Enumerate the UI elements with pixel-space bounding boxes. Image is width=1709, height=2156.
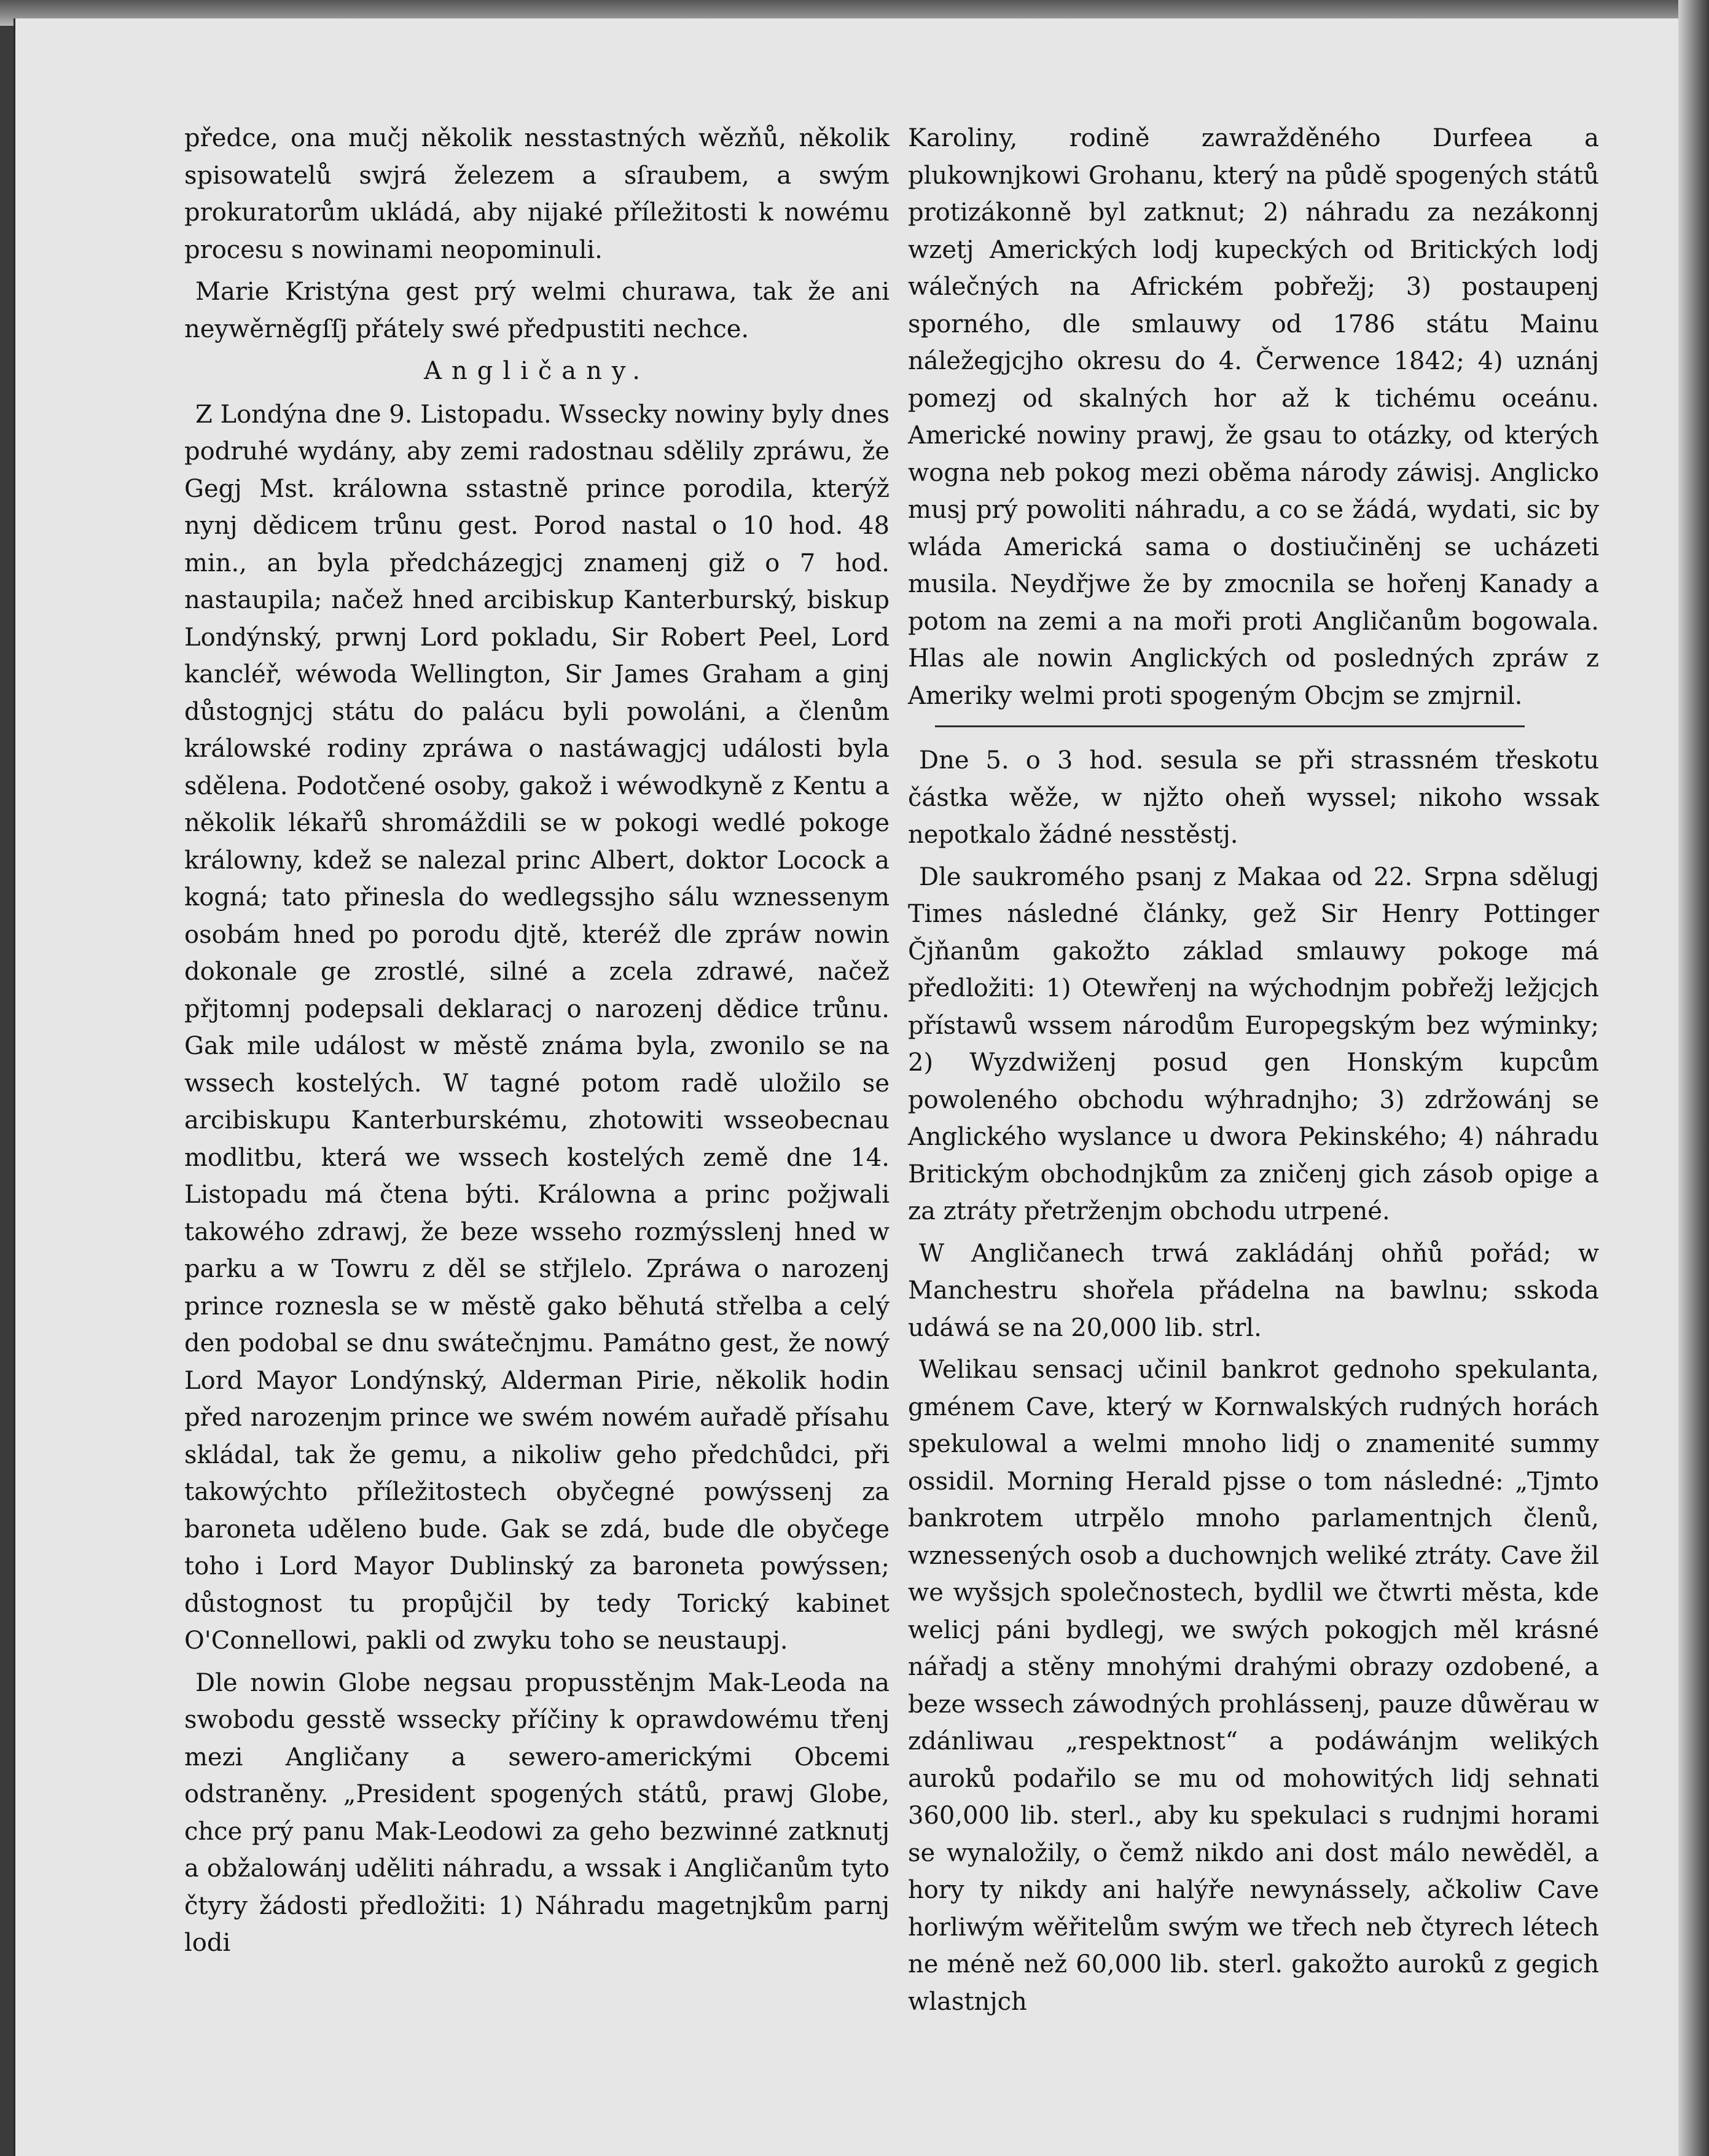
paragraph-fire: Dne 5. o 3 hod. sesula se při strassném třeskotu částka wěže, w njžto oheň wyssel; nikoho wssak nepotkalo žádné nesstěstj. — [908, 746, 1599, 849]
right-column — [908, 120, 1599, 2025]
paragraph-manchester: W Angličanech trwá zakládánj ohňů pořád; w Manchestru shořela přádelna na bawlnu; sskoda udáwá se na 20,000 lib. strl. — [908, 1239, 1599, 1342]
scan-right-edge — [1678, 0, 1709, 2156]
left-column — [184, 120, 890, 1967]
paragraph-maria: Marie Kristýna gest prý welmi churawa, tak že ani neywěrněgſſj přátely swé předpustiti nechce. — [184, 278, 890, 343]
section-divider — [935, 725, 1525, 727]
paragraph-macao: Dle saukromého psanj z Makaa od 22. Srpna sdělugj Times následné články, gež Sir Henry Pottinger Čjňanům gakožto základ smlauwy pokoge má předložiti: 1) Otewřenj na wýchodnjm pobřežj ležjcjch přístawů wssem národům Europegským bez wýminky; 2) Wyzdwiženj posud gen Honským kupcům powoleného obchodu wýhradnjho; 3) zdržowánj se Anglického wyslance u dwora Pekinského; 4) náhradu Britickým obchodnjkům za zničenj gich zásob opige a za ztráty přetrženjm obchodu utrpené. — [908, 862, 1599, 1225]
paragraph-cave: Welikau sensacj učinil bankrot gednoho spekulanta, gménem Cave, který w Kornwalských rudných horách spekulowal a welmi mnoho lidj o znamenité summy ossidil. Morning Herald pjsse o tom následné: „Tjmto bankrotem utrpělo mnoho parlamentnjch členů, wznessených osob a duchownjch weliké ztráty. Cave žil we wyšsjch společnostech, bydlil we čtwrti města, kde welicj páni bydlegj, we swých pokogjch měl krásné nářadj a stěny mnohými drahými obrazy ozdobené, a beze wssech záwodných prohlássenj, pauze důwěrau w zdánliwau „respektnost“ a podáwánjm welikých auroků podařilo se mu od mohowitých lidj sehnati 360,000 lib. sterl., aby ku spekulaci s rudnjmi horami se wynaložily, o čemž nikdo ani dost málo newěděl, a hory ty nikdy ani halýře newynássely, ačkoliw Cave horliwým wěřitelům swým we třech neb čtyrech létech ne méně než 60,000 lib. sterl. gakožto auroků z gegich wlastnjch — [908, 1356, 1599, 2016]
paragraph-globe: Dle nowin Globe negsau propusstěnjm Mak-Leoda na swobodu gesstě wssecky příčiny k oprawdowému třenj mezi Angličany a sewero-americkými Obcemi odstraněny. „President spogených států, prawj Globe, chce prý panu Mak-Leodowi za geho bezwinné zatknutj a obžalowánj uděliti náhradu, a wssak i Angličanům tyto čtyry žádosti předložiti: 1) Náhradu magetnjkům parnj lodi — [184, 1668, 890, 1957]
paragraph-intro: předce, ona mučj několik nesstastných wězňů, několik spisowatelů swjrá železem a sſraubem, a swým prokuratorům ukládá, aby nijaké příležitosti k nowému procesu s nowinami neopominuli. — [184, 124, 890, 264]
paragraph-london: Z Londýna dne 9. Listopadu. Wssecky nowiny byly dnes podruhé wydány, aby zemi radostnau sdělily zpráwu, že Gegj Mst. králowna sstastně prince porodila, kterýž nynj dědicem trůnu gest. Porod nastal o 10 hod. 48 min., an byla předcházegjcj znamenj giž o 7 hod. nastaupila; načež hned arcibiskup Kanterburský, biskup Londýnský, prwnj Lord pokladu, Sir Robert Peel, Lord kancléř, wéwoda Wellington, Sir James Graham a ginj důstognjcj státu do palácu byli powoláni, a členům králowské rodiny zpráwa o nastáwagjcj události byla sdělena. Podotčené osoby, gakož i wéwodkyně z Kentu a několik lékařů shromáždili se w pokogi wedlé pokoge králowny, kdež se nalezal princ Albert, doktor Locock a kogná; tato přinesla do wedlegssjho sálu wznessenym osobám hned po porodu djtě, kteréž dle zpráw nowin dokonale ge zrostlé, silné a zcela zdrawé, načež přjtomnj podepsali deklaracj o narozenj dědice trůnu. Gak mile událost w městě známa byla, zwonilo se na wssech kostelých. W tagné potom radě uložilo se arcibiskupu Kanterburskému, zhotowiti wsseobecnau modlitbu, která we wssech kostelých země dne 14. Listopadu má čtena býti. Králowna a princ požjwali takowého zdrawj, že beze wsseho rozmýsslenj hned w parku a w Towru z děl se střjlelo. Zpráwa o narozenj prince roznesla se w městě gako běhutá střelba a celý den podobal se dnu swátečnjmu. Památno gest, že nowý Lord Mayor Londýnský, Alderman Pirie, několik hodin před narozenjm prince we swém nowém auřadě přísahu skládal, tak že gemu, a nikoliw geho předchůdci, při takowýchto příležitostech obyčegné powýssenj za baroneta uděleno bude. Gak se zdá, bude dle obyčege toho i Lord Mayor Dublinský za baroneta powýssen; důstognost tu propůjčil by tedy Torický kabinet O'Connellowi, pakli od zwyku toho se neustaupj. — [184, 400, 890, 1655]
section-heading-anglicany: Angličany. — [424, 357, 650, 385]
paragraph-continue: Karoliny, rodině zawražděného Durfeea a plukownjkowi Grohanu, který na půdě spogených států protizákonně byl zatknut; 2) náhradu za nezákonnj wzetj Amerických lodj kupeckých od Britických lodj wálečných na Africkém pobřežj; 3) postaupenj sporného, dle smlauwy od 1786 státu Mainu náležegjcjho okresu do 4. Čerwence 1842; 4) uznánj pomezj od skalných hor až k tichému oceánu. Americké nowiny prawj, že gsau to otázky, od kterých wogna neb pokog mezi oběma národy záwisj. Anglicko musj prý powoliti náhradu, a co se žádá, wydati, sic by wláda Americká sama o dostiučiněnj se ucházeti musila. Neydřjwe že by zmocnila se hořenj Kanady a potom na zemi a na moři proti Angličanům bogowala. Hlas ale nowin Anglických od posledných zpráw z Ameriky welmi proti spogeným Obcjm se zmjrnil. — [908, 124, 1599, 710]
